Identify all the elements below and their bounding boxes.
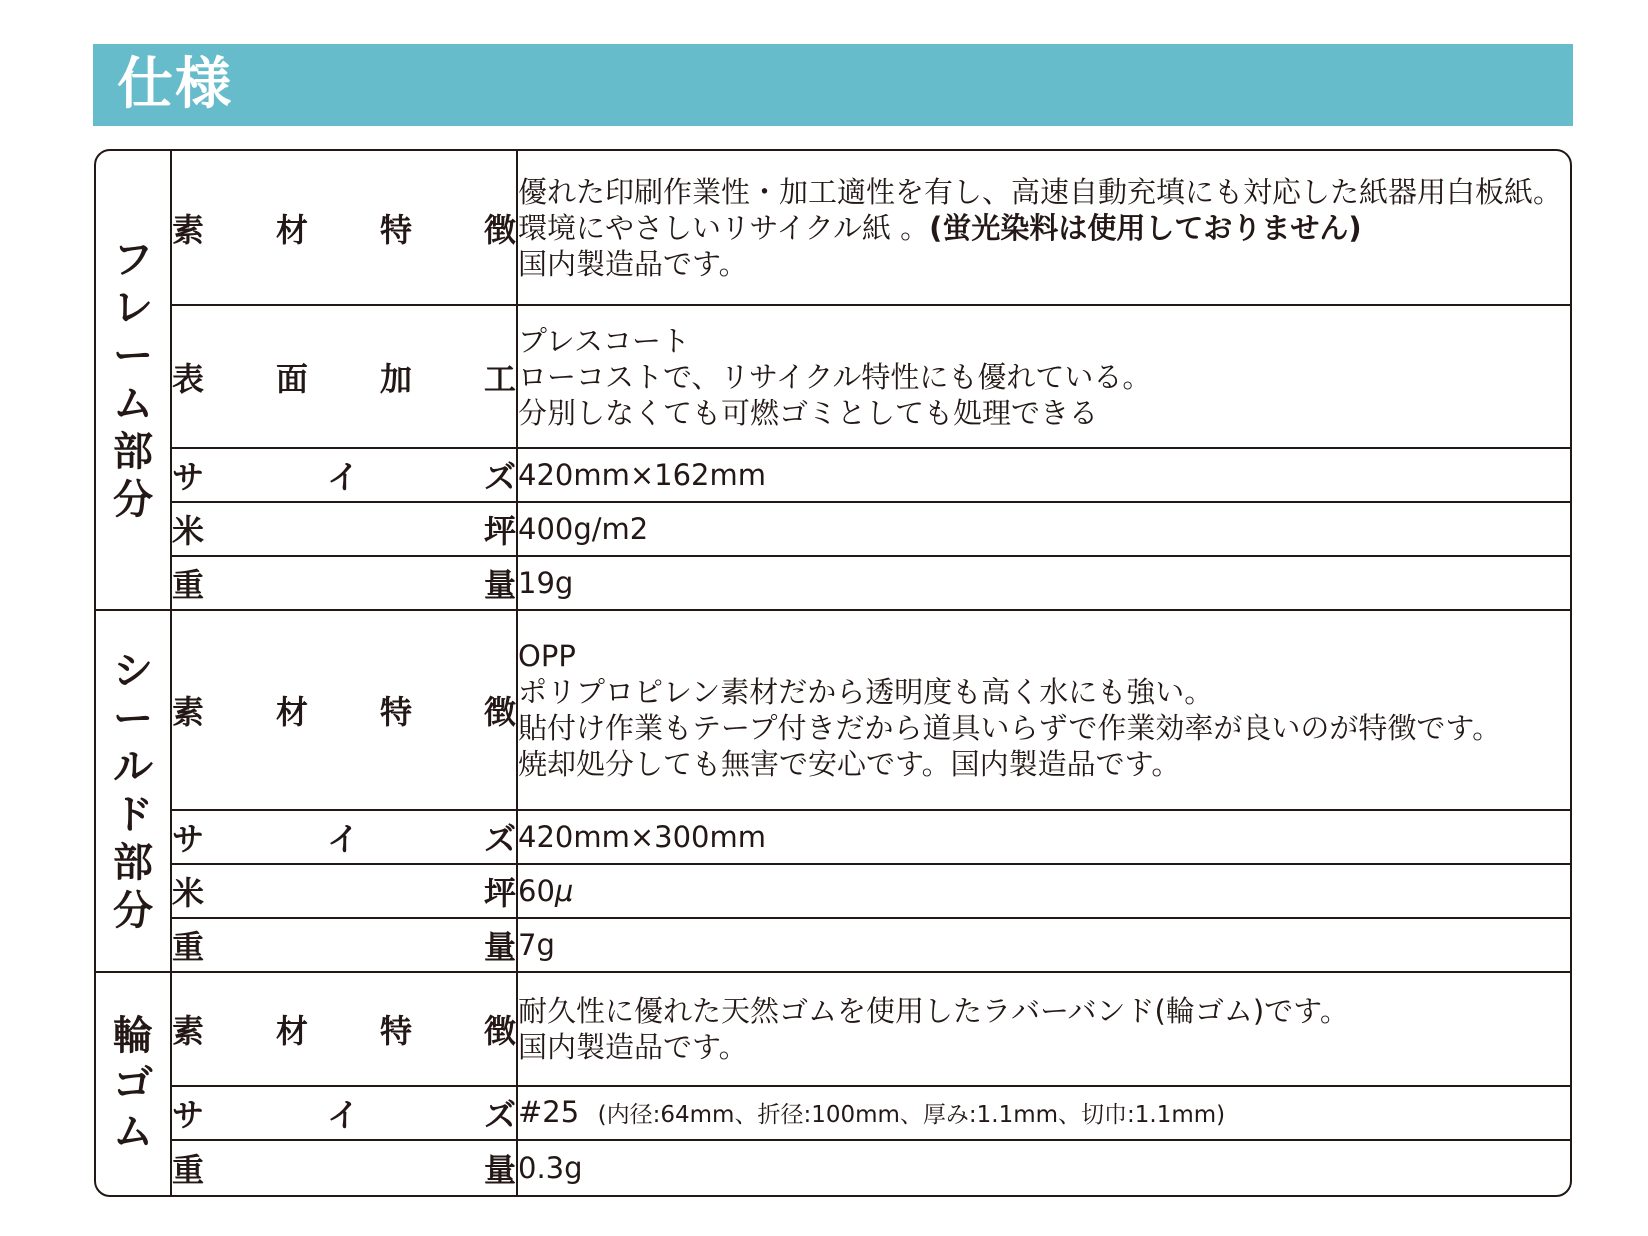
section-label: 輪ゴム	[113, 1013, 153, 1155]
row-label: 素材特徴	[172, 973, 518, 1087]
row-label: サイズ	[172, 1087, 518, 1141]
row-value: 420mm×162mm	[518, 449, 1570, 503]
page-title: 仕様	[117, 52, 233, 117]
bold-note: (蛍光染料は使用しておりません)	[929, 210, 1362, 245]
table-row	[96, 557, 1570, 611]
row-value: 耐久性に優れた天然ゴムを使用したラバーバンド(輪ゴム)です。 国内製造品です。	[518, 973, 1570, 1087]
row-label: 素材特徴	[172, 611, 518, 811]
row-label: 重量	[172, 557, 518, 611]
row-label: 重量	[172, 1141, 518, 1195]
table-row	[96, 811, 1570, 865]
table-row	[96, 306, 1570, 449]
row-label: 素材特徴	[172, 151, 518, 306]
spec-table	[94, 149, 1572, 1197]
row-value: 7g	[518, 919, 1570, 973]
row-value: 0.3g	[518, 1151, 583, 1185]
row-label: サイズ	[172, 811, 518, 865]
section-frame	[96, 151, 172, 611]
table-row	[96, 1141, 1570, 1195]
row-value: 優れた印刷作業性・加工適性を有し、高速自動充填にも対応した紙器用白板紙。 環境にやさしいリサイクル紙 。(蛍光染料は使用しておりません) 国内製造品です。	[518, 151, 1570, 306]
row-value: 400g/m2	[518, 503, 1570, 557]
section-label: シールド部分	[113, 648, 153, 934]
row-value: 420mm×300mm	[518, 811, 1570, 865]
section-rubber	[96, 973, 172, 1195]
section-label: フレーム部分	[113, 237, 153, 523]
table-row	[96, 1087, 1570, 1141]
table-row	[96, 611, 1570, 811]
table-row	[96, 865, 1570, 919]
row-value: 19g	[518, 557, 1570, 611]
size-note: (内径:64mm、折径:100mm、厚み:1.1mm、切巾:1.1mm)	[597, 1101, 1226, 1128]
row-value: #25 (内径:64mm、折径:100mm、厚み:1.1mm、切巾:1.1mm)	[518, 1087, 1570, 1141]
section-shield	[96, 611, 172, 973]
row-label: 米坪	[172, 503, 518, 557]
table-row	[96, 503, 1570, 557]
row-label: 米坪	[172, 865, 518, 919]
title-bar	[93, 44, 1573, 126]
row-value: 60μ	[518, 865, 1570, 919]
unit-mu: μ	[554, 874, 574, 908]
table-row	[96, 919, 1570, 973]
row-label: 表面加工	[172, 306, 518, 449]
row-label: サイズ	[172, 449, 518, 503]
row-value: OPP ポリプロピレン素材だから透明度も高く水にも強い。 貼付け作業もテープ付きだから道具いらずで作業効率が良いのが特徴です。 焼却処分しても無害で安心です。国内製造品です。	[518, 611, 1570, 811]
table-row	[96, 973, 1570, 1087]
row-label: 重量	[172, 919, 518, 973]
row-value: プレスコート ローコストで、リサイクル特性にも優れている。 分別しなくても可燃ゴミとしても処理できる	[518, 306, 1570, 449]
table-row	[96, 449, 1570, 503]
table-row	[96, 151, 1570, 306]
